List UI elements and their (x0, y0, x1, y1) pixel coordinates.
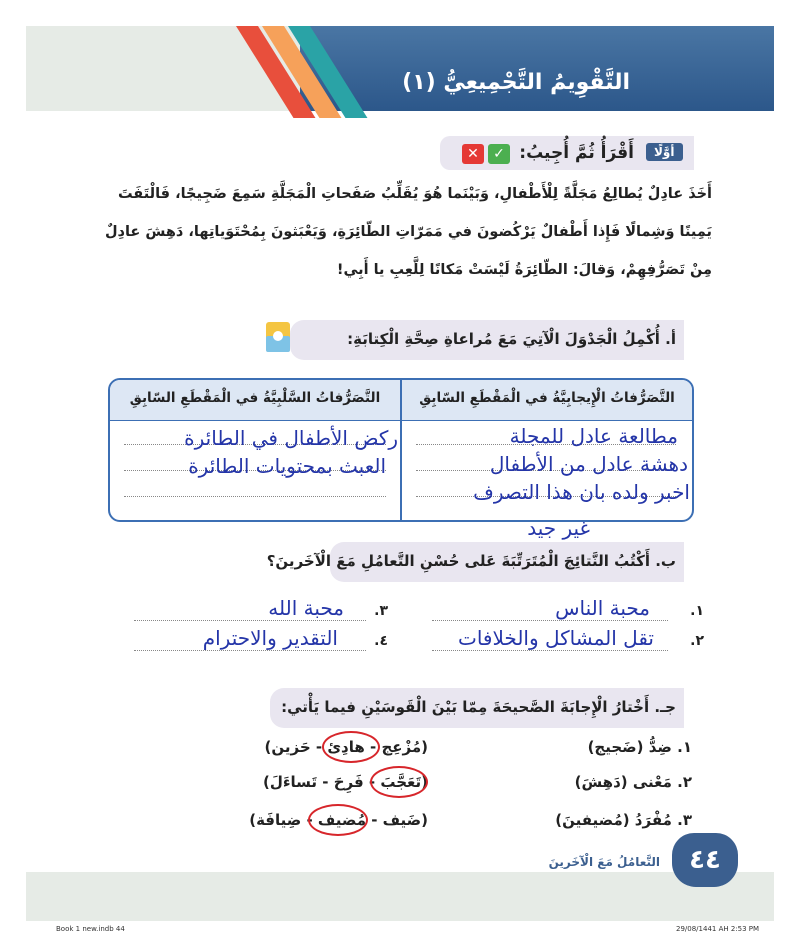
unit-title: التَّعامُلُ مَعَ الْآخَرينَ (548, 855, 660, 869)
handwritten-answer: ركض الأطفال في الطائرة (184, 426, 398, 450)
handwritten-answer: غير جيد (527, 516, 590, 540)
item-number: ١. (690, 603, 704, 619)
handwritten-answer: تقل المشاكل والخلافات (458, 626, 654, 650)
answer-line (432, 650, 668, 651)
answer-line (134, 650, 366, 651)
answer-line (124, 496, 386, 497)
mc-options: (ضَيف - مُضيف - ضِيافَة) (249, 811, 428, 829)
puzzle-icon (262, 318, 296, 356)
print-info-right: 29/08/1441 AH 2:53 PM (676, 925, 760, 933)
mc-prompt: ٣. مُفْرَدُ (مُضيفينَ) (555, 811, 692, 829)
question-a-text: أ. أُكْمِلُ الْجَدْوَلَ الْآتِيَ مَعَ مُراعاةِ صِحَّةِ الْكِتابَةِ: (347, 330, 676, 348)
handwritten-answer: اخبر ولده بان هذا التصرف (473, 480, 690, 504)
handwritten-answer: محبة الناس (555, 596, 650, 620)
mc-prompt: ١. ضِدُّ (ضَجيج) (587, 738, 692, 756)
section-chip: أوَّلًا (646, 143, 683, 161)
answer-circle (322, 731, 380, 763)
mc-prompt: ٢. مَعْنى (دَهِشَ) (574, 773, 692, 791)
answer-line (432, 620, 668, 621)
section-instruction: أَقْرَأُ ثُمَّ أُجِيبُ: (519, 143, 634, 163)
handwritten-answer: مطالعة عادل للمجلة (509, 424, 678, 448)
table-header-negative: التَّصَرُّفاتُ السَّلْبِيَّةُ في الْمَقْطَعِ السّابِقِ (129, 390, 381, 406)
item-number: ٢. (690, 633, 704, 649)
handwritten-answer: التقدير والاحترام (202, 626, 338, 650)
mc-options: (مُزْعِج - هادِئ - حَزين) (264, 738, 428, 756)
paragraph-line: أَخَذَ عادِلٌ يُطالِعُ مَجَلَّةً لِلْأَطْفالِ، وَبَيْنَما هُوَ يُقَلِّبُ صَفَحاتِ الْمَجَلَّةِ سَمِعَ ضَجِيجًا، فَالْتَفَتَ (117, 186, 712, 202)
answer-line (134, 620, 366, 621)
answer-circle (370, 766, 428, 798)
cross-icon: ✕ (462, 144, 484, 164)
item-number: ٤. (374, 633, 388, 649)
handwritten-answer: محبة الله (268, 596, 344, 620)
mc-options: (تَعَجَّبَ - فَرِحَ - تَساءَلَ) (262, 773, 428, 791)
table-header-positive: التَّصَرُّفاتُ الْإِيجابِيَّةُ في الْمَقْطَعِ السّابِقِ (419, 390, 675, 406)
page-number: ٤٤ (672, 833, 738, 887)
answer-circle (308, 804, 368, 836)
paragraph-line: يَمِينًا وَشِمالًا فَإِذا أَطْفالٌ يَرْكُضونَ في مَمَرّاتِ الطّائِرَةِ، وَيَعْبَثونَ بِمُحْتَوَياتِها، دَهِشَ عادِلٌ (104, 224, 712, 240)
print-info-left: Book 1 new.indb 44 (56, 925, 125, 933)
page-title: التَّقْوِيمُ التَّجْمِيعِيُّ (١) (402, 70, 630, 95)
question-c-text: جـ. أَخْتارُ الْإِجابَةَ الصَّحيحَةَ مِمّا بَيْنَ الْقَوسَيْنِ فيما يَأْتي: (281, 698, 676, 716)
check-icon: ✓ (488, 144, 510, 164)
item-number: ٣. (374, 603, 388, 619)
header-title-bar (300, 26, 774, 111)
question-b-text: ب. أَكْتُبُ النَّتائِجَ الْمُتَرَتِّبَةَ عَلى حُسْنِ التَّعامُلِ مَعَ الْآخَرينَ؟ (266, 552, 676, 570)
handwritten-answer: العبث بمحتويات الطائرة (188, 454, 386, 478)
paragraph-line: مِنْ تَصَرُّفِهِمْ، وَقالَ: الطّائِرَةُ لَيْسَتْ مَكانًا لِلَّعِبِ يا أَبِي! (336, 262, 712, 278)
handwritten-answer: دهشة عادل من الأطفال (489, 452, 688, 476)
footer-band (26, 872, 774, 921)
